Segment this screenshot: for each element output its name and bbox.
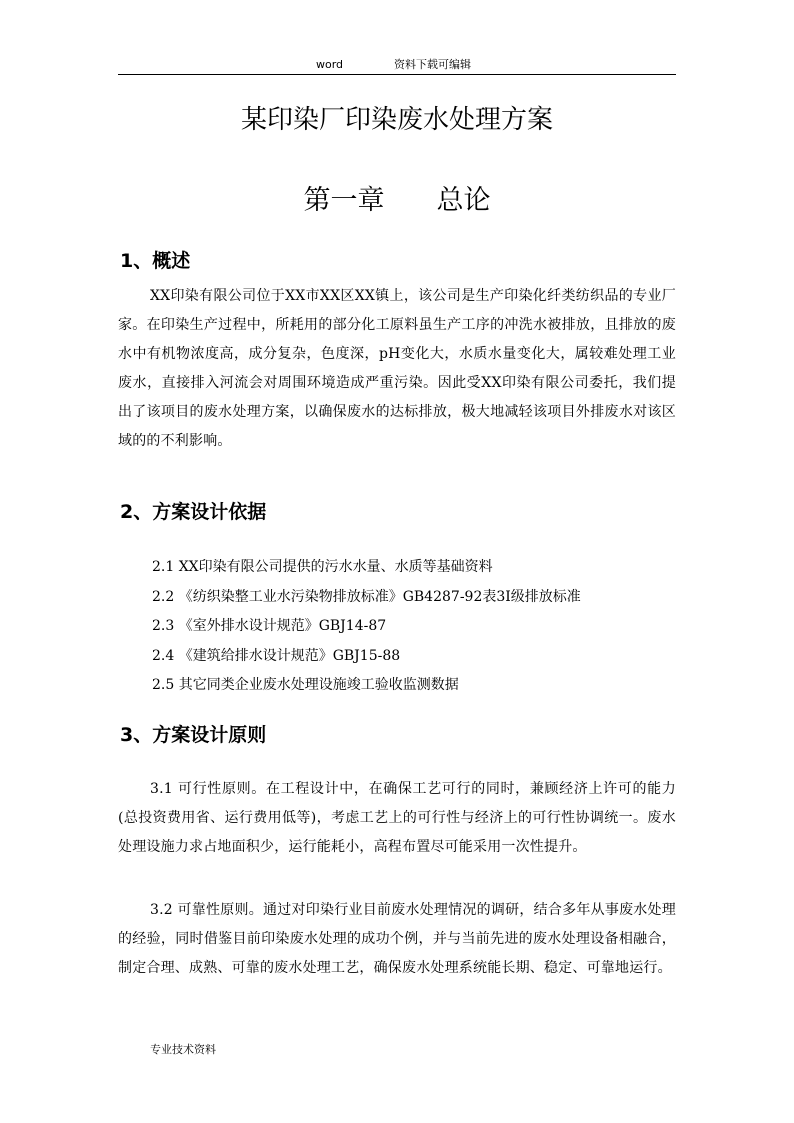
list-item: 2.4 《建筑给排水设计规范》GBJ15-88 <box>152 647 401 664</box>
section-heading-overview: 1、概述 <box>120 250 191 272</box>
document-title: 某印染厂印染废水处理方案 <box>240 105 553 135</box>
header-left-text: word <box>316 58 344 71</box>
list-item: 2.3 《室外排水设计规范》GBJ14-87 <box>152 618 387 634</box>
list-item: 2.2 《纺织染整工业水污染物排放标准》GB4287-92表3Ⅰ级排放标准 <box>152 588 581 605</box>
header-right-text: 资料下载可编辑 <box>394 58 471 71</box>
section-heading-principles: 3、方案设计原则 <box>120 724 267 746</box>
page-footer: 专业技术资料 <box>150 1043 216 1056</box>
chapter-name: 总论 <box>436 185 491 216</box>
list-item: 2.5 其它同类企业废水处理设施竣工验收监测数据 <box>152 677 459 693</box>
basis-list <box>152 553 676 701</box>
chapter-number: 第一章 <box>303 185 385 216</box>
page-header <box>118 56 676 75</box>
principle-paragraph-2: 3.2 可靠性原则。通过对印染行业目前废水处理情况的调研，结合多年从事废水处理的经验，同时借鉴目前印染废水处理的成功个例，并与当前先进的废水处理设备相融合，制定合理、成熟、可靠的废水处理工艺，确保废水处理系统能长期、稳定、可靠地运行。 <box>118 902 676 976</box>
principle-paragraph-1: 3.1 可行性原则。在工程设计中，在确保工艺可行的同时，兼顾经济上许可的能力(总投资费用省、运行费用低等)，考虑工艺上的可行性与经济上的可行性协调统一。废水处理设施力求占地面积少，运行能耗小，高程布置尽可能采用一次性提升。 <box>118 781 676 855</box>
section-heading-basis: 2、方案设计依据 <box>120 501 267 523</box>
overview-paragraph: XX印染有限公司位于XX市XX区XX镇上，该公司是生产印染化纤类纺织品的专业厂家。在印染生产过程中，所耗用的部分化工原料虽生产工序的冲洗水被排放，且排放的废水中有机物浓度高，成分复杂，色度深，pH变化大，水质水量变化大，属较难处理工业废水，直接排入河流会对周围环境造成严重污染。因此受XX印染有限公司委托，我们提出了该项目的废水处理方案，以确保废水的达标排放，极大地减轻该项目外排废水对该区域的的不利影响。 <box>118 288 676 449</box>
chapter-heading <box>0 180 794 222</box>
list-item: 2.1 XX印染有限公司提供的污水水量、水质等基础资料 <box>152 559 493 575</box>
